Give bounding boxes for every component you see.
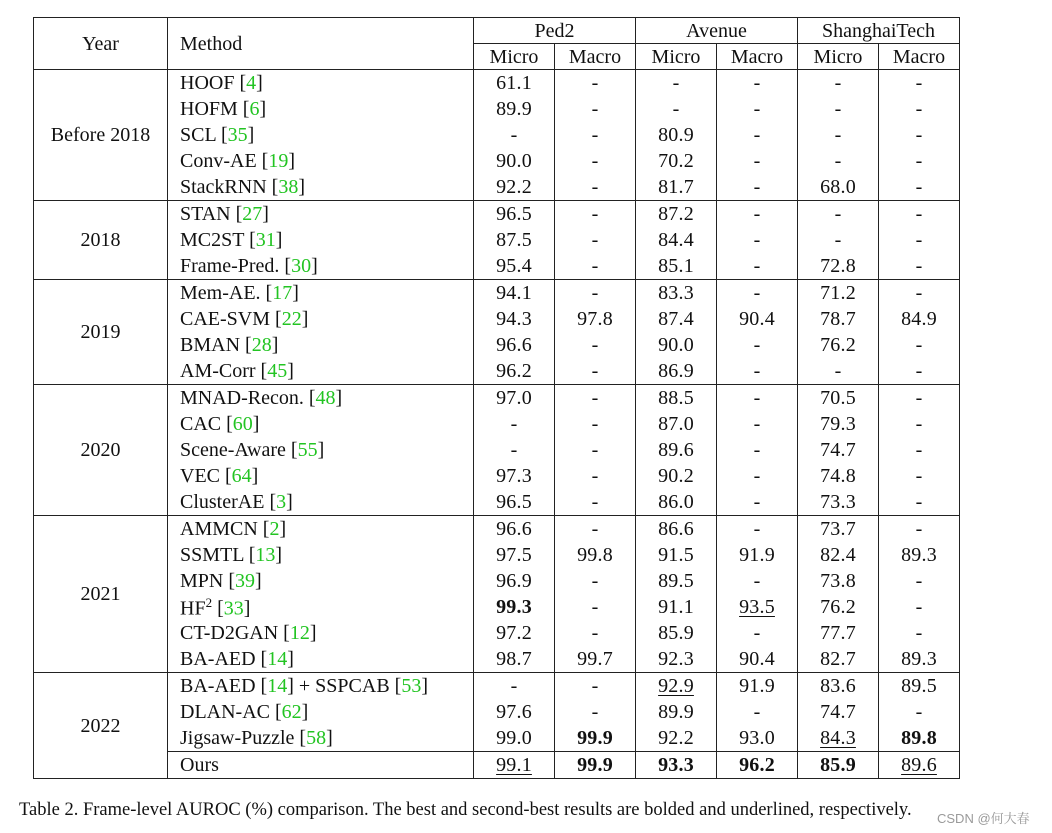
score-cell: 73.7	[798, 516, 879, 543]
method-cell: BA-AED [14]	[168, 646, 474, 673]
method-cell: Mem-AE. [17]	[168, 280, 474, 307]
score-cell: 97.3	[474, 463, 555, 489]
score-cell: 92.2	[636, 725, 717, 752]
score-cell: 89.9	[474, 96, 555, 122]
table-row	[34, 699, 960, 725]
score-cell: -	[555, 70, 636, 97]
score-cell: -	[636, 96, 717, 122]
method-name: HF	[180, 597, 206, 620]
score-cell: 82.4	[798, 542, 879, 568]
score-cell: 85.9	[798, 752, 879, 779]
score-cell: 86.6	[636, 516, 717, 543]
method-cell: BMAN [28]	[168, 332, 474, 358]
score-cell: -	[717, 253, 798, 280]
score-cell: 87.4	[636, 306, 717, 332]
score-cell: -	[717, 122, 798, 148]
method-name: BA-AED	[180, 675, 256, 697]
score-cell: 96.6	[474, 332, 555, 358]
score-cell: -	[798, 201, 879, 228]
method-cell: Conv-AE [19]	[168, 148, 474, 174]
score-cell: 97.0	[474, 385, 555, 412]
dataset-header-avenue: Avenue	[636, 18, 798, 44]
score-cell: -	[717, 280, 798, 307]
method-name: MPN	[180, 570, 224, 592]
score-cell: 89.3	[879, 542, 960, 568]
citation-link: 17	[272, 282, 293, 304]
citation-link: 58	[306, 727, 327, 749]
method-name: Jigsaw-Puzzle	[180, 727, 295, 749]
table-row	[34, 646, 960, 673]
score-cell: -	[717, 699, 798, 725]
method-name: SSMTL	[180, 544, 244, 566]
score-cell: 70.5	[798, 385, 879, 412]
score-cell: 94.1	[474, 280, 555, 307]
score-cell: 90.0	[636, 332, 717, 358]
dataset-header-ped2: Ped2	[474, 18, 636, 44]
score-cell: 89.6	[879, 752, 960, 779]
score-cell: -	[879, 568, 960, 594]
method-name: BA-AED	[180, 648, 256, 670]
score-cell: -	[555, 358, 636, 385]
method-cell: StackRNN [38]	[168, 174, 474, 201]
score-cell: 91.9	[717, 673, 798, 700]
method-name: HOOF	[180, 72, 235, 94]
method-cell: AMMCN [2]	[168, 516, 474, 543]
score-cell: -	[798, 148, 879, 174]
method-name: AMMCN	[180, 518, 258, 540]
citation-link: 22	[281, 308, 302, 330]
method-name: MC2ST	[180, 229, 245, 251]
method-name: BMAN	[180, 334, 241, 356]
table-row	[34, 122, 960, 148]
method-cell: HOOF [4]	[168, 70, 474, 97]
score-cell: 83.3	[636, 280, 717, 307]
score-cell: 99.7	[555, 646, 636, 673]
table-row	[34, 358, 960, 385]
year-cell: 2019	[34, 280, 168, 385]
score-cell: 98.7	[474, 646, 555, 673]
metric-header: Micro	[636, 44, 717, 70]
score-cell: 89.5	[879, 673, 960, 700]
score-cell: -	[879, 148, 960, 174]
score-cell: 87.5	[474, 227, 555, 253]
score-cell: 70.2	[636, 148, 717, 174]
citation-link: 19	[268, 150, 289, 172]
header-row-datasets	[34, 18, 960, 44]
score-cell: -	[717, 174, 798, 201]
score-cell: -	[717, 620, 798, 646]
score-cell: 91.5	[636, 542, 717, 568]
score-cell: 68.0	[798, 174, 879, 201]
method-cell: CAE-SVM [22]	[168, 306, 474, 332]
results-table-container	[33, 17, 960, 779]
method-header: Method	[168, 18, 474, 70]
method-cell: Scene-Aware [55]	[168, 437, 474, 463]
score-cell: -	[717, 437, 798, 463]
score-cell: 91.9	[717, 542, 798, 568]
citation-link: 14	[267, 675, 288, 697]
score-cell: 93.3	[636, 752, 717, 779]
citation-link: 35	[227, 124, 248, 146]
method-cell: Frame-Pred. [30]	[168, 253, 474, 280]
score-cell: -	[717, 411, 798, 437]
table-row	[34, 437, 960, 463]
score-cell: 86.9	[636, 358, 717, 385]
score-cell: 87.0	[636, 411, 717, 437]
method-cell: $HF^2$ [33]	[168, 594, 474, 620]
score-cell: 71.2	[798, 280, 879, 307]
score-cell: -	[717, 568, 798, 594]
score-cell: 93.0	[717, 725, 798, 752]
table-row	[34, 411, 960, 437]
score-cell: 97.6	[474, 699, 555, 725]
score-cell: 99.8	[555, 542, 636, 568]
score-cell: -	[879, 437, 960, 463]
method-cell: MNAD-Recon. [48]	[168, 385, 474, 412]
citation-link: 12	[289, 622, 310, 644]
score-cell: -	[555, 174, 636, 201]
score-cell: 82.7	[798, 646, 879, 673]
score-cell: 99.3	[474, 594, 555, 620]
score-cell: -	[717, 227, 798, 253]
table-row-ours	[34, 752, 960, 779]
citation-link: 4	[246, 72, 257, 94]
citation-link: 55	[297, 439, 318, 461]
score-cell: 74.7	[798, 699, 879, 725]
score-cell: 90.0	[474, 148, 555, 174]
metric-header: Macro	[717, 44, 798, 70]
score-cell: 90.4	[717, 646, 798, 673]
method-cell: Jigsaw-Puzzle [58]	[168, 725, 474, 752]
table-row	[34, 227, 960, 253]
year-cell: 2022	[34, 673, 168, 779]
score-cell: 74.8	[798, 463, 879, 489]
method-cell: BA-AED [14] + SSPCAB [53]	[168, 673, 474, 700]
score-cell: 87.2	[636, 201, 717, 228]
year-cell: 2021	[34, 516, 168, 673]
score-cell: -	[879, 411, 960, 437]
score-cell: -	[879, 385, 960, 412]
method-name: VEC	[180, 465, 220, 487]
method-cell: MC2ST [31]	[168, 227, 474, 253]
score-cell: -	[879, 227, 960, 253]
score-cell: 89.9	[636, 699, 717, 725]
score-cell: -	[717, 332, 798, 358]
score-cell: 91.1	[636, 594, 717, 620]
table-row	[34, 594, 960, 620]
score-cell: -	[555, 463, 636, 489]
score-cell: 99.0	[474, 725, 555, 752]
citation-link: 45	[267, 360, 288, 382]
score-cell: 85.9	[636, 620, 717, 646]
citation-link: 33	[223, 597, 244, 620]
method-name: CAC	[180, 413, 222, 435]
score-cell: -	[555, 280, 636, 307]
method-cell: CT-D2GAN [12]	[168, 620, 474, 646]
score-cell: 90.2	[636, 463, 717, 489]
method-cell: SSMTL [13]	[168, 542, 474, 568]
score-cell: -	[555, 594, 636, 620]
table-body	[34, 70, 960, 779]
score-cell: -	[555, 332, 636, 358]
score-cell: -	[555, 568, 636, 594]
table-caption: Table 2. Frame-level AUROC (%) comparison. The best and second-best results are bolded and underlined, respectively.	[19, 800, 912, 820]
score-cell: -	[555, 489, 636, 516]
score-cell: 86.0	[636, 489, 717, 516]
citation-link: 13	[255, 544, 276, 566]
method-suffix: + SSPCAB	[293, 675, 395, 697]
score-cell: 96.6	[474, 516, 555, 543]
table-row	[34, 280, 960, 307]
citation-link: 31	[255, 229, 276, 251]
score-cell: 89.8	[879, 725, 960, 752]
score-cell: 92.3	[636, 646, 717, 673]
score-cell: -	[555, 96, 636, 122]
score-cell: 89.5	[636, 568, 717, 594]
citation-link: 38	[278, 176, 299, 198]
method-cell: STAN [27]	[168, 201, 474, 228]
score-cell: 77.7	[798, 620, 879, 646]
score-cell: 85.1	[636, 253, 717, 280]
method-name: ClusterAE	[180, 491, 265, 513]
score-cell: -	[717, 385, 798, 412]
method-name: STAN	[180, 203, 231, 225]
score-cell: -	[555, 673, 636, 700]
score-cell: 89.3	[879, 646, 960, 673]
table-row	[34, 201, 960, 228]
score-cell: 76.2	[798, 332, 879, 358]
score-cell: 94.3	[474, 306, 555, 332]
method-name: Conv-AE	[180, 150, 257, 172]
citation-link: 53	[401, 675, 422, 697]
score-cell: -	[555, 411, 636, 437]
score-cell: 83.6	[798, 673, 879, 700]
score-cell: -	[879, 620, 960, 646]
score-cell: 96.5	[474, 489, 555, 516]
score-cell: 74.7	[798, 437, 879, 463]
dataset-header-shanghaitech: ShanghaiTech	[798, 18, 960, 44]
score-cell: 73.8	[798, 568, 879, 594]
score-cell: 89.6	[636, 437, 717, 463]
score-cell: -	[798, 122, 879, 148]
table-row	[34, 516, 960, 543]
score-cell: 99.1	[474, 752, 555, 779]
method-cell: ClusterAE [3]	[168, 489, 474, 516]
score-cell: 73.3	[798, 489, 879, 516]
score-cell: -	[555, 122, 636, 148]
method-name: SCL	[180, 124, 216, 146]
score-cell: 88.5	[636, 385, 717, 412]
citation-link: 14	[267, 648, 288, 670]
year-cell: 2020	[34, 385, 168, 516]
score-cell: 93.5	[717, 594, 798, 620]
metric-header: Macro	[555, 44, 636, 70]
table-row	[34, 174, 960, 201]
score-cell: -	[717, 148, 798, 174]
table-row	[34, 489, 960, 516]
method-cell: HOFM [6]	[168, 96, 474, 122]
score-cell: 81.7	[636, 174, 717, 201]
score-cell: -	[879, 699, 960, 725]
method-name: AM-Corr	[180, 360, 256, 382]
method-cell: SCL [35]	[168, 122, 474, 148]
score-cell: -	[879, 463, 960, 489]
metric-header: Micro	[474, 44, 555, 70]
method-name: Frame-Pred.	[180, 255, 280, 277]
method-name: Ours	[180, 754, 219, 776]
method-cell: MPN [39]	[168, 568, 474, 594]
score-cell: -	[474, 122, 555, 148]
score-cell: -	[555, 253, 636, 280]
score-cell: -	[879, 358, 960, 385]
citation-link: 27	[242, 203, 263, 225]
score-cell: -	[879, 201, 960, 228]
score-cell: -	[717, 201, 798, 228]
table-row	[34, 620, 960, 646]
score-cell: -	[879, 594, 960, 620]
table-row	[34, 725, 960, 752]
method-cell: VEC [64]	[168, 463, 474, 489]
table-row	[34, 463, 960, 489]
score-cell: 84.3	[798, 725, 879, 752]
citation-link: 48	[315, 387, 336, 409]
table-row	[34, 568, 960, 594]
score-cell: -	[879, 516, 960, 543]
method-cell: AM-Corr [45]	[168, 358, 474, 385]
score-cell: -	[474, 411, 555, 437]
citation-link: 60	[232, 413, 253, 435]
score-cell: -	[879, 280, 960, 307]
score-cell: -	[555, 437, 636, 463]
score-cell: -	[798, 96, 879, 122]
score-cell: -	[879, 332, 960, 358]
score-cell: 79.3	[798, 411, 879, 437]
table-row	[34, 70, 960, 97]
score-cell: 92.9	[636, 673, 717, 700]
citation-link: 62	[281, 701, 302, 723]
citation-link: 28	[251, 334, 272, 356]
score-cell: -	[636, 70, 717, 97]
score-cell: -	[879, 96, 960, 122]
score-cell: -	[717, 70, 798, 97]
score-cell: 96.5	[474, 201, 555, 228]
auroc-comparison-table	[33, 17, 960, 779]
score-cell: -	[555, 516, 636, 543]
score-cell: 72.8	[798, 253, 879, 280]
score-cell: -	[879, 122, 960, 148]
score-cell: 97.2	[474, 620, 555, 646]
score-cell: -	[474, 437, 555, 463]
score-cell: -	[555, 620, 636, 646]
method-name: StackRNN	[180, 176, 267, 198]
method-cell: CAC [60]	[168, 411, 474, 437]
year-header: Year	[34, 18, 168, 70]
score-cell: -	[555, 227, 636, 253]
score-cell: 97.8	[555, 306, 636, 332]
method-name: HOFM	[180, 98, 238, 120]
score-cell: 90.4	[717, 306, 798, 332]
score-cell: 96.2	[474, 358, 555, 385]
score-cell: -	[717, 96, 798, 122]
method-name: DLAN-AC	[180, 701, 270, 723]
score-cell: -	[879, 253, 960, 280]
score-cell: 97.5	[474, 542, 555, 568]
score-cell: 80.9	[636, 122, 717, 148]
score-cell: -	[798, 227, 879, 253]
method-name: CT-D2GAN	[180, 622, 279, 644]
score-cell: -	[717, 358, 798, 385]
metric-header: Macro	[879, 44, 960, 70]
table-row	[34, 306, 960, 332]
watermark: CSDN @何大春	[937, 811, 1030, 826]
score-cell: 95.4	[474, 253, 555, 280]
method-cell: DLAN-AC [62]	[168, 699, 474, 725]
score-cell: -	[879, 70, 960, 97]
metric-header: Micro	[798, 44, 879, 70]
citation-link: 64	[231, 465, 252, 487]
year-cell: Before 2018	[34, 70, 168, 201]
method-name: MNAD-Recon.	[180, 387, 304, 409]
citation-link: 2	[269, 518, 280, 540]
table-row	[34, 253, 960, 280]
citation-link: 6	[249, 98, 260, 120]
score-cell: 96.9	[474, 568, 555, 594]
score-cell: 99.9	[555, 752, 636, 779]
table-row	[34, 96, 960, 122]
score-cell: -	[717, 489, 798, 516]
score-cell: -	[717, 463, 798, 489]
citation-link: 39	[235, 570, 256, 592]
score-cell: -	[798, 70, 879, 97]
citation-link: 3	[276, 491, 287, 513]
score-cell: -	[555, 699, 636, 725]
score-cell: -	[555, 201, 636, 228]
table-row	[34, 148, 960, 174]
score-cell: -	[879, 174, 960, 201]
score-cell: -	[555, 148, 636, 174]
table-row	[34, 385, 960, 412]
score-cell: -	[555, 385, 636, 412]
method-superscript: 2	[205, 594, 213, 610]
score-cell: 84.9	[879, 306, 960, 332]
score-cell: 78.7	[798, 306, 879, 332]
score-cell: 84.4	[636, 227, 717, 253]
score-cell: 96.2	[717, 752, 798, 779]
method-cell	[168, 752, 474, 779]
score-cell: -	[474, 673, 555, 700]
table-row	[34, 673, 960, 700]
score-cell: 76.2	[798, 594, 879, 620]
year-cell: 2018	[34, 201, 168, 280]
method-name: Mem-AE.	[180, 282, 261, 304]
score-cell: 99.9	[555, 725, 636, 752]
score-cell: -	[717, 516, 798, 543]
score-cell: -	[798, 358, 879, 385]
method-name: CAE-SVM	[180, 308, 271, 330]
method-name: Scene-Aware	[180, 439, 286, 461]
citation-link: 30	[291, 255, 312, 277]
score-cell: -	[879, 489, 960, 516]
score-cell: 61.1	[474, 70, 555, 97]
table-row	[34, 332, 960, 358]
table-row	[34, 542, 960, 568]
score-cell: 92.2	[474, 174, 555, 201]
